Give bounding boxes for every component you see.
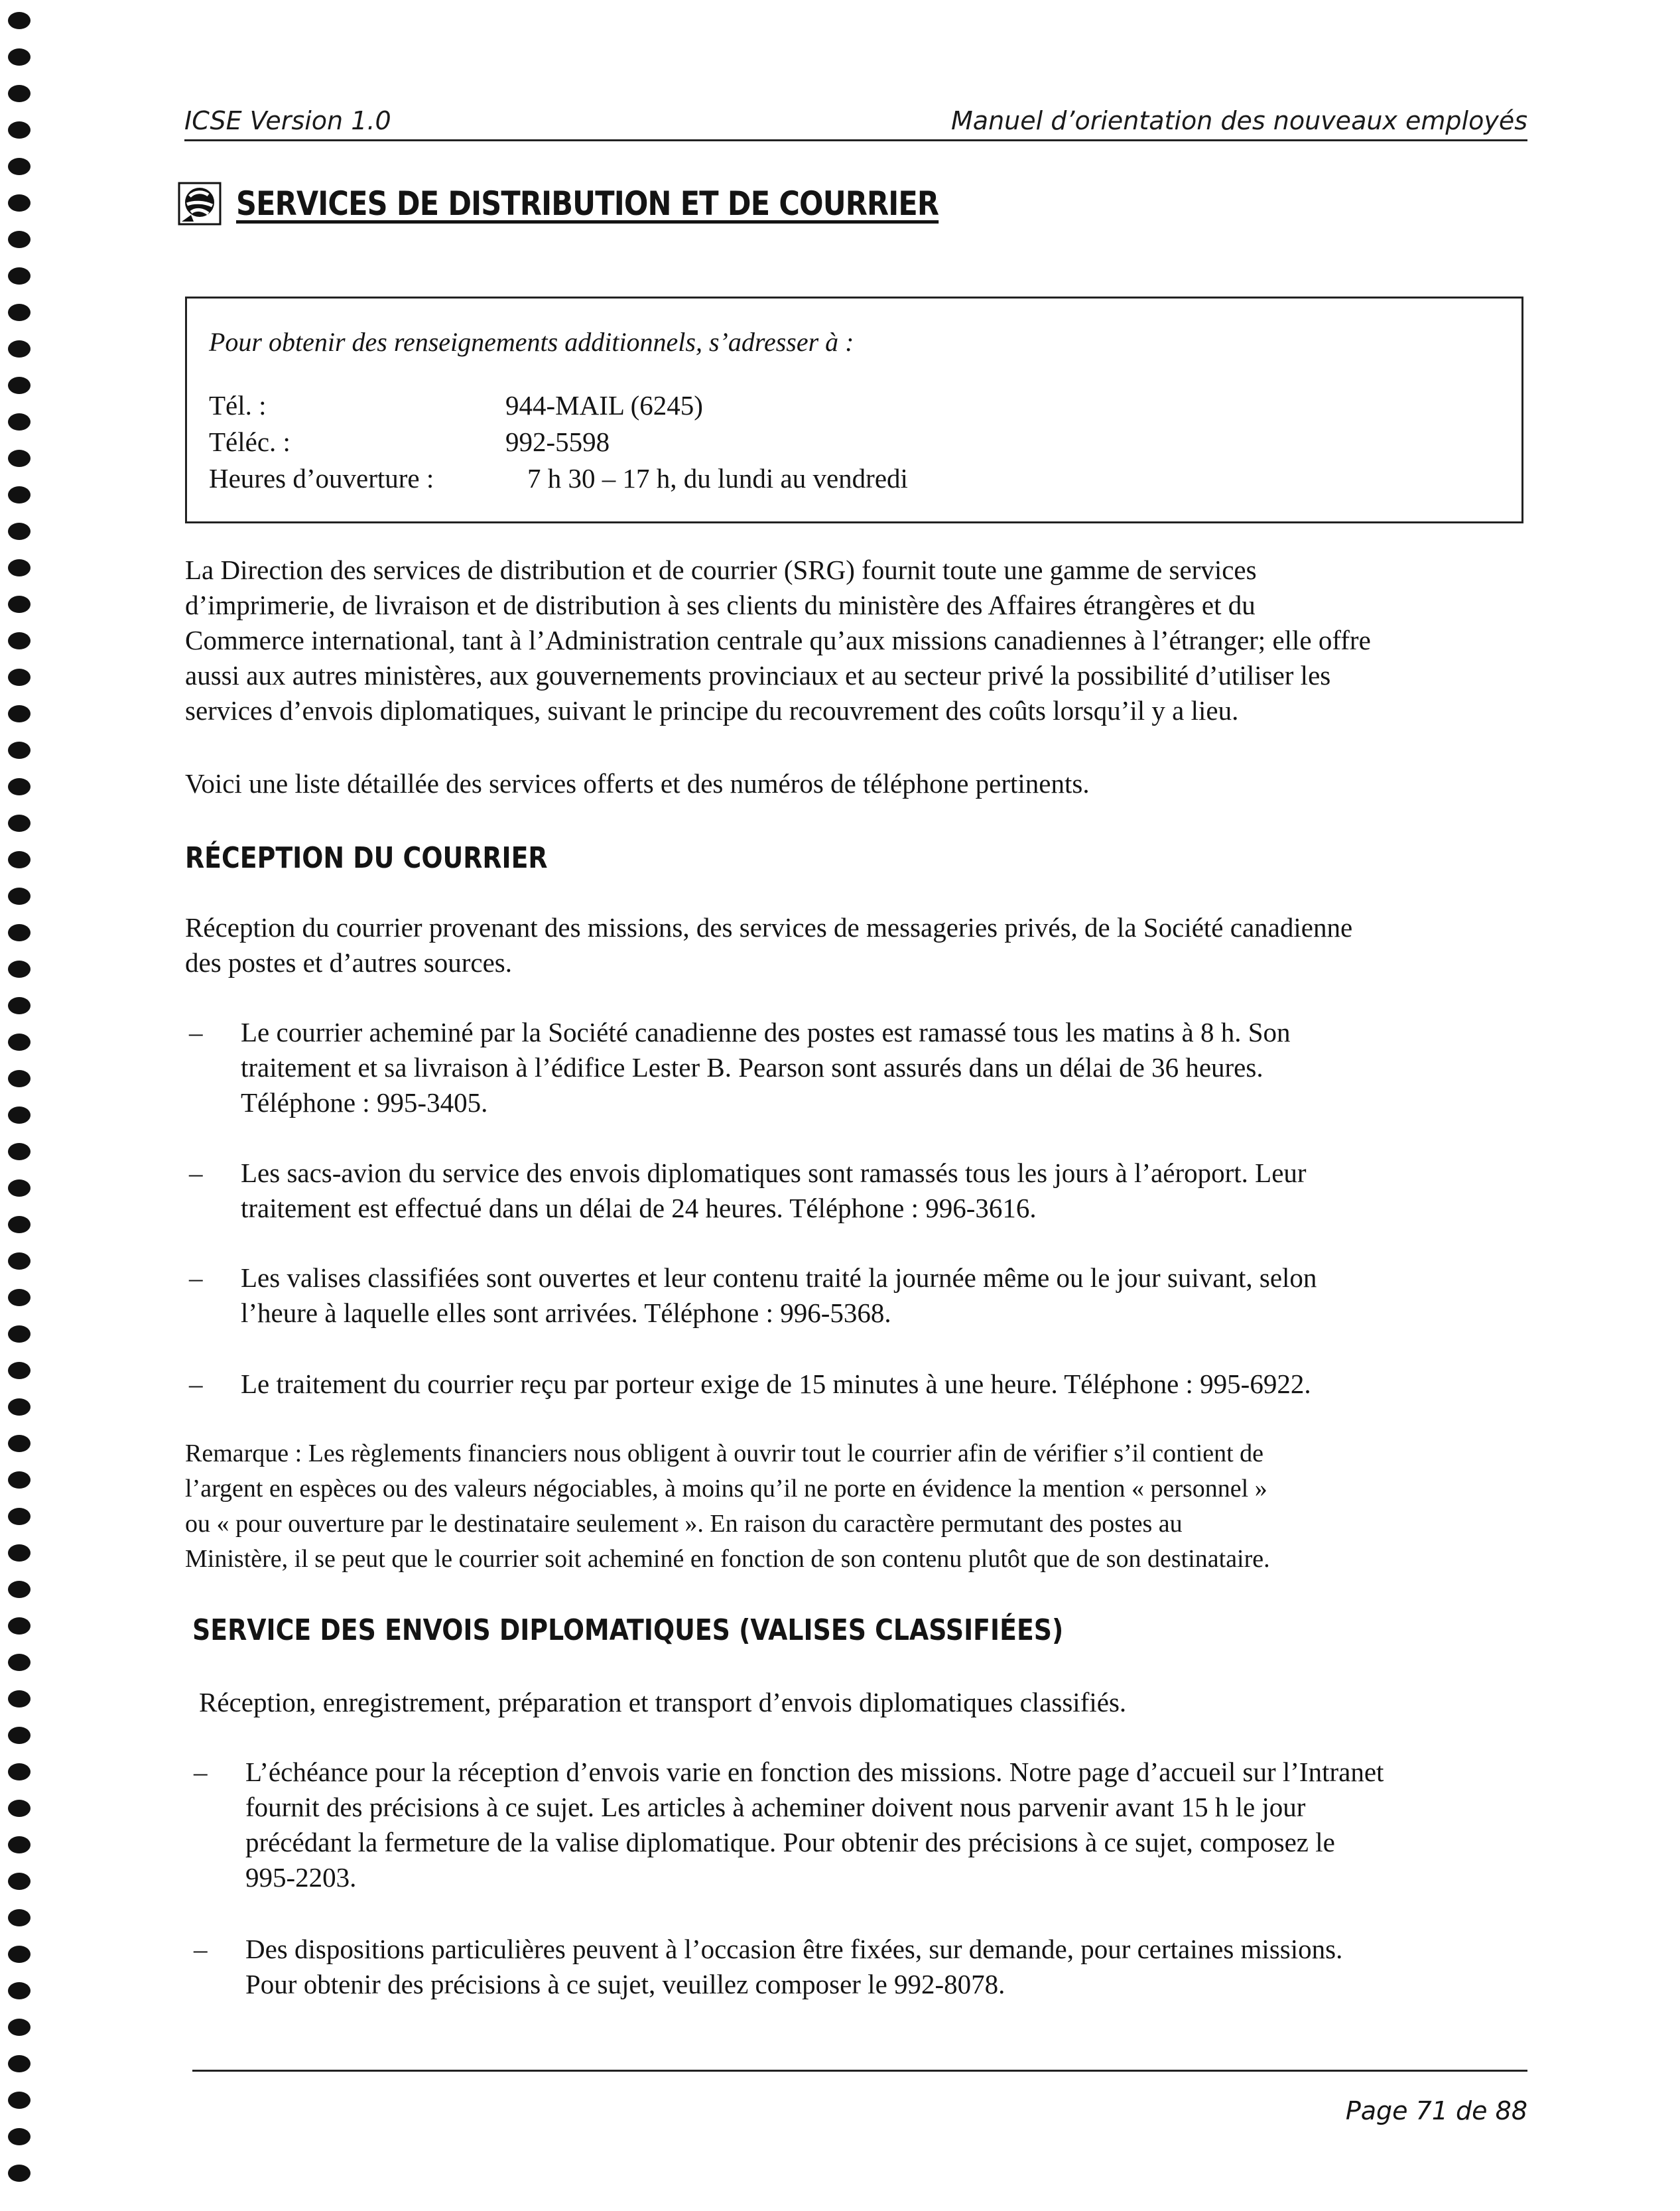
binding-hole bbox=[8, 413, 31, 431]
contact-value: 944-MAIL (6245) bbox=[505, 390, 703, 421]
binding-hole bbox=[8, 997, 31, 1014]
globe-icon bbox=[178, 182, 222, 226]
binding-hole bbox=[8, 961, 31, 978]
binding-hole bbox=[8, 1471, 31, 1489]
text-line: 995-2203. bbox=[245, 1862, 357, 1893]
binding-hole bbox=[8, 486, 31, 503]
text-line: Remarque : Les règlements financiers nous obligent à ouvrir tout le courrier afin de vérifier s’il contient de bbox=[185, 1440, 1264, 1467]
binding-hole bbox=[8, 1763, 31, 1780]
binding-holes bbox=[8, 12, 34, 2201]
page-number: Page 71 de 88 bbox=[1345, 2096, 1527, 2125]
contact-box bbox=[185, 297, 1523, 523]
binding-hole bbox=[8, 1581, 31, 1598]
binding-hole bbox=[8, 924, 31, 941]
binding-hole bbox=[8, 1727, 31, 1744]
binding-hole bbox=[8, 450, 31, 467]
binding-hole bbox=[8, 1143, 31, 1160]
text-line: traitement est effectué dans un délai de 24 heures. Téléphone : 996-3616. bbox=[241, 1193, 1037, 1223]
binding-hole bbox=[8, 705, 31, 722]
contact-label: Heures d’ouverture : bbox=[209, 463, 434, 494]
binding-hole bbox=[8, 2128, 31, 2145]
contact-row bbox=[209, 426, 610, 458]
binding-hole bbox=[8, 1106, 31, 1124]
text-line: Les sacs-avion du service des envois diplomatiques sont ramassés tous les jours à l’aéroport. Leur bbox=[241, 1158, 1307, 1188]
binding-hole bbox=[8, 778, 31, 795]
contact-value: 7 h 30 – 17 h, du lundi au vendredi bbox=[527, 463, 908, 494]
bullet-dash: – bbox=[194, 1934, 208, 1964]
text-line: Les valises classifiées sont ouvertes et leur contenu traité la journée même ou le jour suivant, selon bbox=[241, 1262, 1317, 1293]
binding-hole bbox=[8, 742, 31, 759]
binding-hole bbox=[8, 815, 31, 832]
binding-hole bbox=[8, 1289, 31, 1306]
text-line: d’imprimerie, de livraison et de distribution à ses clients du ministère des Affaires étrangères et du bbox=[185, 590, 1256, 620]
header-rule bbox=[184, 139, 1527, 141]
title-row bbox=[178, 180, 1053, 227]
text-line: Téléphone : 995-3405. bbox=[241, 1087, 488, 1118]
binding-hole bbox=[8, 851, 31, 868]
text-line: Le traitement du courrier reçu par porteur exige de 15 minutes à une heure. Téléphone : 995-6922. bbox=[241, 1369, 1311, 1399]
bullet-dash: – bbox=[189, 1017, 203, 1047]
contact-label: Téléc. : bbox=[209, 427, 291, 457]
text-line: Ministère, il se peut que le courrier soit acheminé en fonction de son contenu plutôt que de son destinataire. bbox=[185, 1545, 1270, 1573]
binding-hole bbox=[8, 231, 31, 248]
bullet-dash: – bbox=[189, 1262, 203, 1293]
text-line: des postes et d’autres sources. bbox=[185, 947, 513, 978]
binding-hole bbox=[8, 669, 31, 686]
binding-hole bbox=[8, 596, 31, 613]
binding-hole bbox=[8, 1946, 31, 1963]
binding-hole bbox=[8, 1982, 31, 1999]
binding-hole bbox=[8, 1690, 31, 1708]
note-paragraph bbox=[185, 1436, 1270, 1577]
binding-hole bbox=[8, 1070, 31, 1087]
binding-hole bbox=[8, 1362, 31, 1379]
header-manual-title: Manuel d’orientation des nouveaux employés bbox=[951, 106, 1527, 135]
binding-hole bbox=[8, 2165, 31, 2182]
binding-hole bbox=[8, 1398, 31, 1416]
text-line: aussi aux autres ministères, aux gouvernements provinciaux et au secteur privé la possibilité d’utiliser les bbox=[185, 660, 1331, 691]
contact-intro: Pour obtenir des renseignements additionnels, s’adresser à : bbox=[209, 327, 854, 357]
binding-hole bbox=[8, 194, 31, 212]
text-line: L’échéance pour la réception d’envois varie en fonction des missions. Notre page d’accueil sur l’Intranet bbox=[245, 1757, 1384, 1787]
text-line: Le courrier acheminé par la Société canadienne des postes est ramassé tous les matins à 8 h. Son bbox=[241, 1017, 1291, 1047]
binding-hole bbox=[8, 1800, 31, 1817]
text-line: ou « pour ouverture par le destinataire seulement ». En raison du caractère permutant des postes au bbox=[185, 1510, 1183, 1538]
text-line: Des dispositions particulières peuvent à l’occasion être fixées, sur demande, pour certaines missions. bbox=[245, 1934, 1343, 1964]
contact-value: 992-5598 bbox=[505, 427, 610, 457]
binding-hole bbox=[8, 1909, 31, 1926]
text-line: services d’envois diplomatiques, suivant le principe du recouvrement des coûts lorsqu’il y a lieu. bbox=[185, 695, 1239, 726]
header-version: ICSE Version 1.0 bbox=[184, 106, 391, 135]
binding-hole bbox=[8, 12, 31, 29]
section-intro: Réception, enregistrement, préparation et transport d’envois diplomatiques classifiés. bbox=[199, 1687, 1127, 1717]
binding-hole bbox=[8, 2019, 31, 2036]
binding-hole bbox=[8, 340, 31, 358]
binding-hole bbox=[8, 1654, 31, 1671]
intro-paragraph bbox=[185, 553, 1371, 728]
section-heading: RÉCEPTION DU COURRIER bbox=[185, 841, 548, 875]
text-line: Commerce international, tant à l’Administration centrale qu’aux missions canadiennes à l’étranger; elle offre bbox=[185, 625, 1371, 655]
binding-hole bbox=[8, 1435, 31, 1452]
bullet-dash: – bbox=[194, 1757, 208, 1787]
text-line: traitement et sa livraison à l’édifice Lester B. Pearson sont assurés dans un délai de 36 heures. bbox=[241, 1052, 1263, 1083]
binding-hole bbox=[8, 888, 31, 905]
binding-hole bbox=[8, 1508, 31, 1525]
binding-hole bbox=[8, 1179, 31, 1197]
binding-hole bbox=[8, 158, 31, 175]
binding-hole bbox=[8, 48, 31, 66]
binding-hole bbox=[8, 2092, 31, 2109]
page-title: SERVICES DE DISTRIBUTION ET DE COURRIER bbox=[236, 184, 939, 223]
bullet-dash: – bbox=[189, 1369, 203, 1399]
binding-hole bbox=[8, 85, 31, 102]
footer-rule bbox=[192, 2070, 1527, 2072]
binding-hole bbox=[8, 632, 31, 649]
binding-hole bbox=[8, 559, 31, 576]
text-line: précédant la fermeture de la valise diplomatique. Pour obtenir des précisions à ce sujet, composez le bbox=[245, 1827, 1335, 1857]
binding-hole bbox=[8, 121, 31, 139]
list-intro: Voici une liste détaillée des services offerts et des numéros de téléphone pertinents. bbox=[185, 768, 1090, 799]
binding-hole bbox=[8, 523, 31, 540]
bullet-dash: – bbox=[189, 1158, 203, 1188]
section-intro bbox=[185, 910, 1352, 980]
binding-hole bbox=[8, 1836, 31, 1853]
binding-hole bbox=[8, 1216, 31, 1233]
text-line: fournit des précisions à ce sujet. Les articles à acheminer doivent nous parvenir avant 15 h le jour bbox=[245, 1792, 1306, 1822]
binding-hole bbox=[8, 1873, 31, 1890]
binding-hole bbox=[8, 1325, 31, 1343]
text-line: Réception du courrier provenant des missions, des services de messageries privés, de la Société canadienne bbox=[185, 912, 1353, 943]
binding-hole bbox=[8, 1544, 31, 1562]
binding-hole bbox=[8, 267, 31, 285]
binding-hole bbox=[8, 1617, 31, 1635]
text-line: La Direction des services de distribution et de courrier (SRG) fournit toute une gamme de services bbox=[185, 555, 1257, 585]
text-line: l’argent en espèces ou des valeurs négociables, à moins qu’il ne porte en évidence la mention « personnel » bbox=[185, 1475, 1267, 1503]
section-heading: SERVICE DES ENVOIS DIPLOMATIQUES (VALISES CLASSIFIÉES) bbox=[192, 1613, 1064, 1647]
text-line: Pour obtenir des précisions à ce sujet, veuillez composer le 992-8078. bbox=[245, 1969, 1005, 1999]
binding-hole bbox=[8, 1252, 31, 1270]
binding-hole bbox=[8, 304, 31, 321]
contact-label: Tél. : bbox=[209, 390, 267, 421]
contact-row bbox=[209, 389, 703, 421]
text-line: l’heure à laquelle elles sont arrivées. Téléphone : 996-5368. bbox=[241, 1298, 891, 1328]
binding-hole bbox=[8, 377, 31, 394]
binding-hole bbox=[8, 1034, 31, 1051]
binding-hole bbox=[8, 2055, 31, 2072]
contact-row bbox=[209, 462, 908, 494]
running-header bbox=[184, 106, 1527, 138]
